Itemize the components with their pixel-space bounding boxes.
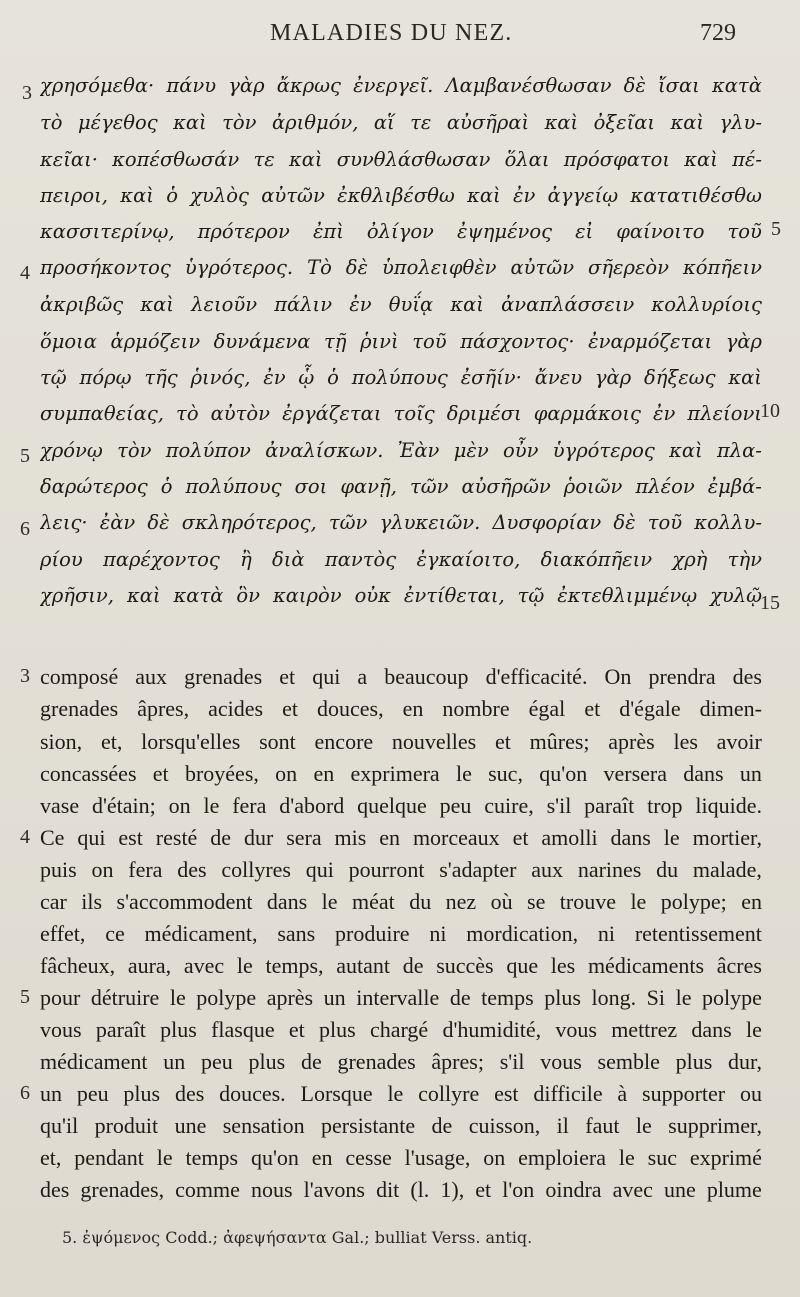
page-header: [0, 14, 800, 54]
french-line: sion, et, lorsqu'elles sont encore nouvelles et mûres; après les avoir: [40, 729, 762, 754]
french-line: grenades âpres, acides et douces, en nombre égal et d'égale dimen-: [40, 696, 762, 721]
greek-line: προσήκοντος ὑγρότερος. Τὸ δὲ ὑπολειφθὲν αὐτῶν σῆερεὸν κόπῆειν: [40, 255, 762, 279]
french-line: qu'il produit une sensation persistante de cuisson, il faut le supprimer,: [40, 1113, 762, 1138]
french-line: concassées et broyées, on en exprimera le suc, qu'on versera dans un: [40, 761, 762, 786]
greek-line: ρίου παρέχοντος ἢ διὰ παντὸς ἐγκαίοιτο, διακόπῆειν χρὴ τὴν: [40, 547, 762, 571]
french-line: pour détruire le polype après un intervalle de temps plus long. Si le polype: [40, 985, 762, 1010]
section-marker: 6: [20, 1082, 30, 1104]
running-head: MALADIES DU NEZ.: [270, 20, 513, 46]
french-line: car ils s'accommodent dans le méat du nez où se trouve le polype; en: [40, 889, 762, 914]
greek-line: τῷ πόρῳ τῆς ῥινός, ἐν ᾧ ὁ πολύπους ἐσῆίν· ἄνευ γὰρ δήξεως καὶ: [40, 365, 762, 389]
french-line: médicament un peu plus de grenades âpres; s'il vous semble plus dur,: [40, 1049, 762, 1074]
french-line: et, pendant le temps qu'on en cesse l'usage, on emploiera le suc exprimé: [40, 1145, 762, 1170]
section-marker: 3: [20, 665, 30, 687]
greek-line: χρησόμεθα· πάνυ γὰρ ἄκρως ἐνεργεῖ. Λαμβανέσθωσαν δὲ ἴσαι κατὰ: [40, 73, 762, 97]
greek-line: πειροι, καὶ ὁ χυλὸς αὐτῶν ἐκθλιβέσθω καὶ ἐν ἀγγείῳ κατατιθέσθω: [40, 183, 762, 207]
greek-line: δαρώτερος ὁ πολύπους σοι φανῇ, τῶν αὐσῆρῶν ῥοιῶν πλέον ἐμβά-: [40, 474, 762, 498]
greek-line: λεις· ἐὰν δὲ σκληρότερος, τῶν γλυκειῶν. Δυσφορίαν δὲ τοῦ κολλυ-: [40, 510, 762, 534]
footnote: 5. ἐψόμενος Codd.; ἀφεψήσαντα Gal.; bulliat Verss. antiq.: [62, 1228, 533, 1247]
french-line: effet, ce médicament, sans produire ni mordication, ni retentissement: [40, 921, 762, 946]
greek-line: τὸ μέγεθος καὶ τὸν ἀριθμόν, αἵ τε αὐσῆραὶ καὶ ὀξεῖαι καὶ γλυ-: [40, 110, 762, 134]
greek-line: συμπαθείας, τὸ αὐτὸν ἐργάζεται τοῖς δριμέσι φαρμάκοις ἐν πλείονι: [40, 401, 762, 425]
section-marker: 4: [20, 826, 30, 848]
line-number: 10: [760, 400, 780, 422]
greek-line: ὅμοια ἁρμόζειν δυνάμενα τῇ ῥινὶ τοῦ πάσχοντος· ἐναρμόζεται γὰρ: [40, 329, 762, 353]
french-line: fâcheux, aura, avec le temps, autant de succès que les médicaments âcres: [40, 953, 762, 978]
french-line: composé aux grenades et qui a beaucoup d'efficacité. On prendra des: [40, 664, 762, 689]
greek-line: κασσιτερίνῳ, πρότερον ἐπὶ ὀλίγον ἐψημένος εἰ φαίνοιτο τοῦ: [40, 219, 762, 243]
greek-line: κεῖαι· κοπέσθωσάν τε καὶ συνθλάσθωσαν ὅλαι πρόσφατοι καὶ πέ-: [40, 147, 762, 171]
section-marker: 5: [20, 986, 30, 1008]
french-line: des grenades, comme nous l'avons dit (l. 1), et l'on oindra avec une plume: [40, 1177, 762, 1202]
french-line: vous paraît plus flasque et plus chargé d'humidité, vous mettrez dans le: [40, 1017, 762, 1042]
section-marker: 6: [20, 518, 30, 540]
line-number: 5: [771, 218, 781, 240]
french-line: Ce qui est resté de dur sera mis en morceaux et amolli dans le mortier,: [40, 825, 762, 850]
section-marker: 5: [20, 445, 30, 467]
french-line: vase d'étain; on le fera d'abord quelque peu cuire, s'il paraît trop liquide.: [40, 793, 762, 818]
french-line: un peu plus des douces. Lorsque le collyre est difficile à supporter ou: [40, 1081, 762, 1106]
greek-line: χρῆσιν, καὶ κατὰ ὃν καιρὸν οὐκ ἐντίθεται, τῷ ἐκτεθλιμμένῳ χυλῷ: [40, 583, 762, 607]
page-number: 729: [700, 20, 736, 46]
line-number: 15: [760, 592, 780, 614]
section-marker: 3: [22, 82, 32, 104]
section-marker: 4: [20, 262, 30, 284]
greek-line: χρόνῳ τὸν πολύπον ἀναλίσκων. Ἐὰν μὲν οὖν ὑγρότερος καὶ πλα-: [40, 438, 762, 462]
greek-line: ἀκριβῶς καὶ λειοῦν πάλιν ἐν θυΐᾳ καὶ ἀναπλάσσειν κολλυρίοις: [40, 292, 762, 316]
french-line: puis on fera des collyres qui pourront s'adapter aux narines du malade,: [40, 857, 762, 882]
